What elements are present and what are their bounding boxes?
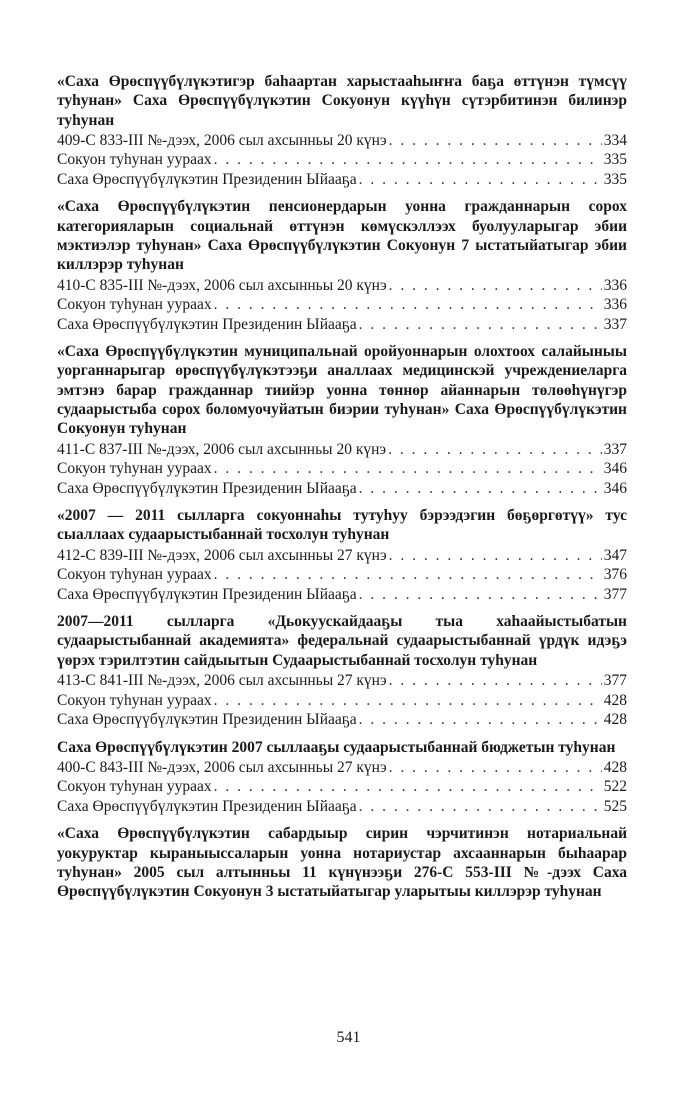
- row-label: Сокуон туhунан уураах: [57, 566, 212, 584]
- page-ref: 334: [603, 131, 627, 149]
- toc-row: [57, 150, 627, 170]
- dot-leader: [214, 777, 602, 797]
- toc-row: [57, 440, 627, 460]
- row-label: Саха Өрөспүүбүлүкэтин Президенин Ыйааҕа: [57, 315, 357, 333]
- page-ref: 337: [603, 315, 627, 333]
- dot-leader: [389, 671, 602, 691]
- toc-entry: [57, 342, 627, 498]
- dot-leader: [359, 797, 602, 817]
- entry-title: «Саха Өрөспүүбүлүкэтин муниципальнай оройуоннарын олохтоох салайыныы уорганнарыгар өрөспүүбүлүкэтээҕи аналлаах медицинскэй учреждениеларга эмтэнэ барар гражданнар тиийэр уонна төннөр айаннарын төлөөhүнүгэр судаарыстыба сорох боломуочуйатын биэрии туhунан» Саха Өрөспүүбүлүкэтин Сокуонун туhунан: [57, 343, 627, 438]
- dot-leader: [214, 295, 602, 315]
- row-label: Саха Өрөспүүбүлүкэтин Президенин Ыйааҕа: [57, 711, 357, 729]
- dot-leader: [389, 546, 602, 566]
- dot-leader: [359, 315, 602, 335]
- toc-row: [57, 565, 627, 585]
- entry-title: 2007—2011 сылларга «Дьокуускайдааҕы тыа хаhаайыстыбатын судаарыстыбаннай академията» федеральнай судаарыстыбаннай үрдүк идэҕэ үөрэх тэрилтэтин сайдыытын Судаарыстыбаннай тосхолун туhунан: [57, 613, 627, 669]
- row-label: 413-С 841-III №-дээх, 2006 сыл ахсынньы 27 күнэ: [57, 672, 387, 690]
- page-ref: 377: [603, 672, 627, 690]
- entry-title: «Саха Өрөспүүбүлүкэтин пенсионердарын уонна гражданнарын сорох категорияларын социальнай өттүнэн көмүскэллээх буолууларыгар эбии мэктиэлэр туhунан» Саха Өрөспүүбүлүкэтин Сокуонун 7 ыстатыйатыгар эбии киллэрэр туhунан: [57, 198, 627, 274]
- row-label: Саха Өрөспүүбүлүкэтин Президенин Ыйааҕа: [57, 797, 357, 815]
- toc-entry: [57, 72, 627, 189]
- page-ref: 522: [603, 778, 627, 796]
- page-ref: 525: [603, 797, 627, 815]
- toc-row: [57, 585, 627, 605]
- toc-entry: [57, 738, 627, 817]
- row-label: 412-С 839-III №-дээх, 2006 сыл ахсынньы 27 күнэ: [57, 546, 387, 564]
- dot-leader: [389, 131, 602, 151]
- page-ref: 376: [603, 566, 627, 584]
- row-label: Саха Өрөспүүбүлүкэтин Президенин Ыйааҕа: [57, 585, 357, 603]
- row-label: Сокуон туhунан уураах: [57, 151, 212, 169]
- row-label: 400-С 843-III №-дээх, 2006 сыл ахсынньы 27 күнэ: [57, 758, 387, 776]
- row-label: 410-С 835-III №-дээх, 2006 сыл ахсынньы 20 күнэ: [57, 276, 387, 294]
- toc-row: [57, 131, 627, 151]
- toc-row: [57, 797, 627, 817]
- toc-row: [57, 777, 627, 797]
- dot-leader: [388, 440, 602, 460]
- row-label: Сокуон туhунан уураах: [57, 296, 212, 314]
- toc-row: [57, 758, 627, 778]
- dot-leader: [359, 710, 602, 730]
- page-ref: 335: [603, 151, 627, 169]
- dot-leader: [214, 691, 602, 711]
- page-ref: 336: [603, 296, 627, 314]
- row-label: Сокуон туhунан уураах: [57, 691, 212, 709]
- page-ref: 428: [603, 758, 627, 776]
- row-label: Саха Өрөспүүбүлүкэтин Президенин Ыйааҕа: [57, 479, 357, 497]
- toc-row: [57, 295, 627, 315]
- page-number: 541: [336, 1029, 361, 1046]
- page-ref: 377: [603, 585, 627, 603]
- row-label: 409-С 833-III №-дээх, 2006 сыл ахсынньы 20 күнэ: [57, 131, 387, 149]
- page-ref: 346: [603, 460, 627, 478]
- dot-leader: [389, 758, 602, 778]
- toc-row: [57, 170, 627, 190]
- dot-leader: [214, 459, 602, 479]
- entry-title: «Саха Өрөспүүбүлүкэтин сабардыыр сирин чэрчитинэн нотариальнай уокуруктар кыраныыссаларын уонна нотариустар ахсааннарын быhаарар туhунан» 2005 сыл алтынньы 11 күнүнээҕи 276-С 553-III №-дээх Саха Өрөспүүбүлүкэтин Сокуонун 3 ыстатыйатыгар уларытыы киллэрэр туhунан: [57, 825, 627, 901]
- row-label: Саха Өрөспүүбүлүкэтин Президенин Ыйааҕа: [57, 170, 357, 188]
- page-ref: 346: [603, 479, 627, 497]
- dot-leader: [359, 585, 602, 605]
- dot-leader: [359, 170, 602, 190]
- row-label: 411-С 837-III №-дээх, 2006 сыл ахсынньы 20 күнэ: [57, 440, 387, 458]
- dot-leader: [359, 479, 602, 499]
- entry-title: «2007 — 2011 сылларга сокуоннаhы тутуhуу бэрээдэгин бөҕөргөтүү» тус сыаллаах судаарыстыбаннай тосхолун туhунан: [57, 507, 627, 544]
- toc-entry: [57, 506, 627, 604]
- toc-entry: [57, 612, 627, 729]
- page-ref: 336: [603, 276, 627, 294]
- page-ref: 335: [603, 170, 627, 188]
- toc-entry: [57, 197, 627, 334]
- dot-leader: [214, 565, 602, 585]
- entry-title: Саха Өрөспүүбүлүкэтин 2007 сыллааҕы судаарыстыбаннай бюджетын туhунан: [57, 738, 616, 756]
- entry-title: «Саха Өрөспүүбүлүкэтигэр баhаартан харыстааhыҥҥа баҕа өттүнэн түмсүү туhунан» Саха Өрөспүүбүлүкэтин Сокуонун күүhүн сүтэрбитинэн билинэр туhунан: [57, 73, 627, 129]
- toc-row: [57, 710, 627, 730]
- table-of-contents: [57, 72, 627, 910]
- toc-row: [57, 315, 627, 335]
- row-label: Сокуон туhунан уураах: [57, 460, 212, 478]
- page-ref: 337: [603, 440, 627, 458]
- toc-row: [57, 671, 627, 691]
- page-ref: 428: [603, 691, 627, 709]
- row-label: Сокуон туhунан уураах: [57, 778, 212, 796]
- page-ref: 347: [603, 546, 627, 564]
- toc-row: [57, 479, 627, 499]
- page-ref: 428: [603, 711, 627, 729]
- toc-entry: [57, 824, 627, 901]
- toc-row: [57, 276, 627, 296]
- dot-leader: [214, 150, 602, 170]
- dot-leader: [389, 276, 602, 296]
- toc-row: [57, 691, 627, 711]
- toc-row: [57, 459, 627, 479]
- toc-row: [57, 546, 627, 566]
